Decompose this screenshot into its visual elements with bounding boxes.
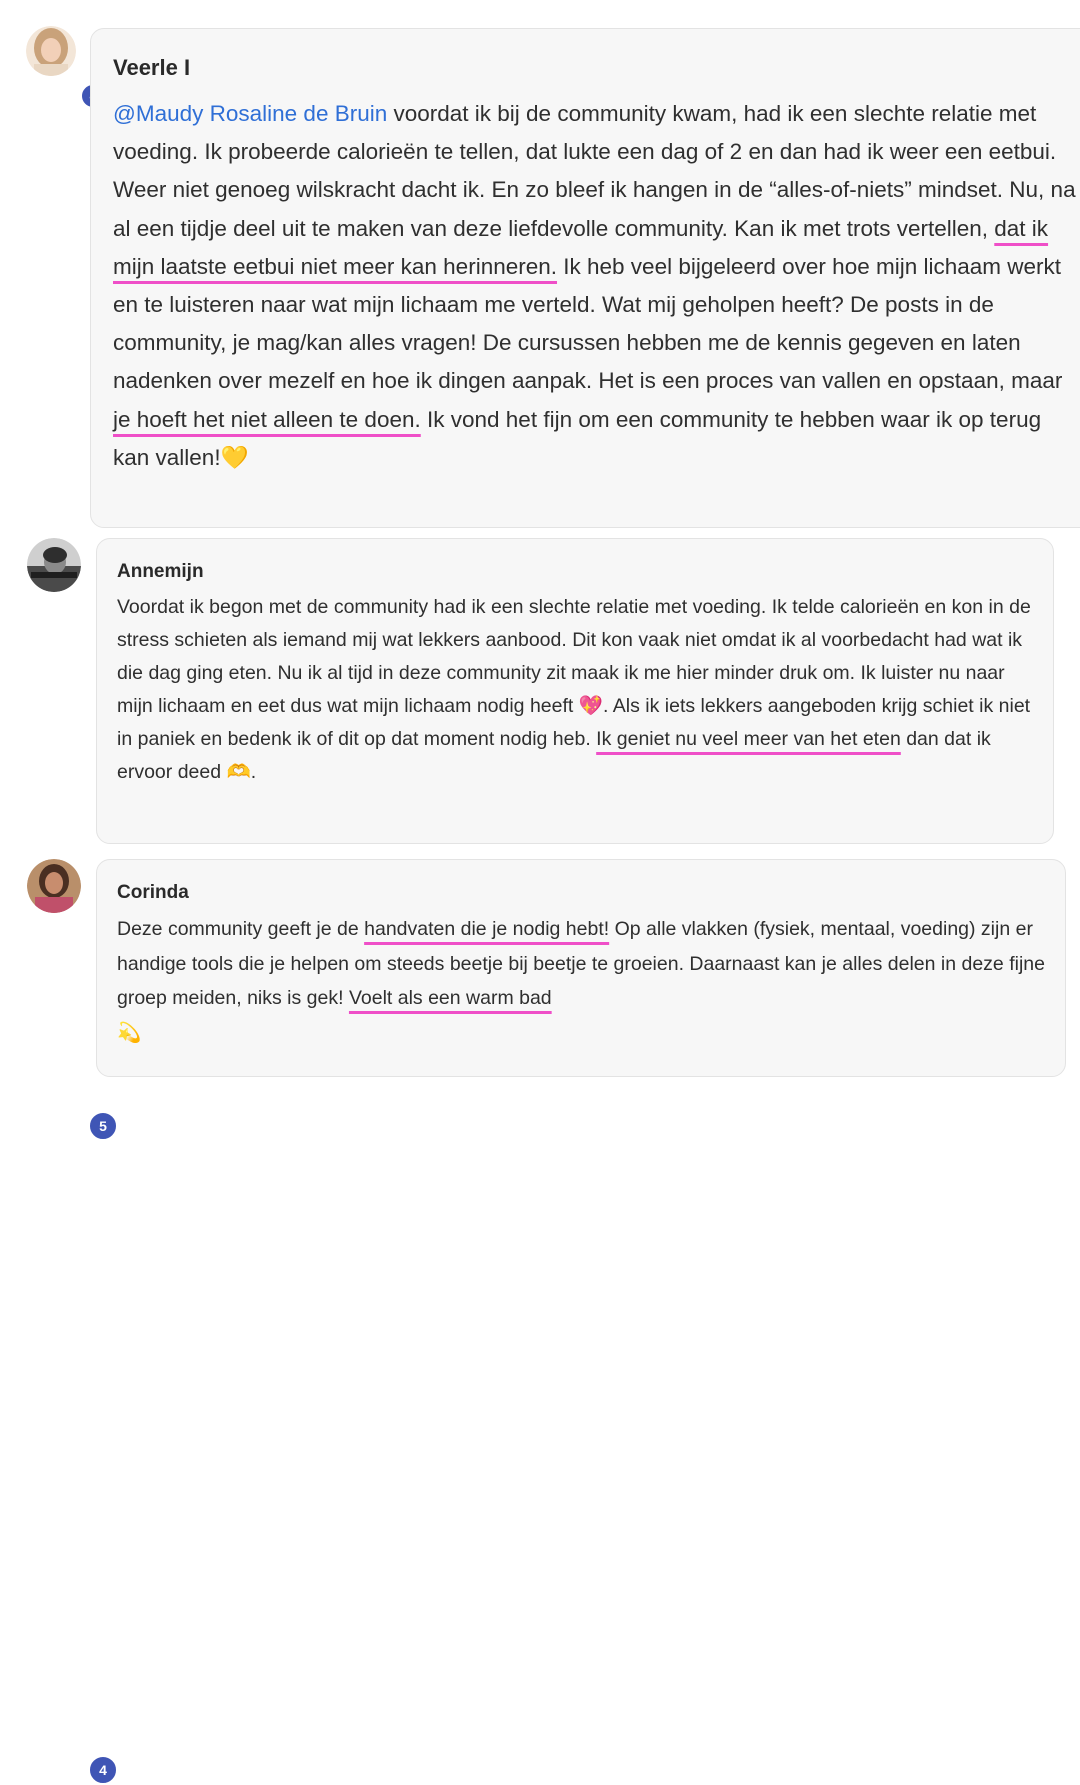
text-segment: . Als ik iets lekkers aangeboden krijg schiet ik niet in paniek en bedenk ik of dit op dat moment nodig heb. [117,694,1031,750]
text-segment: dan dat ik ervoor deed [117,727,991,783]
highlighted-text: Ik geniet nu veel meer van het eten [596,727,901,750]
highlighted-text: je hoeft het niet alleen te doen. [113,406,421,432]
text-segment: Deze community geeft je de [117,918,365,940]
level-badge: 4 [88,1755,118,1785]
text-segment: Ik heb veel bijgeleerd over hoe mijn lichaam werkt en te luisteren naar wat mijn lichaam me verteld. Wat mij geholpen heeft? De posts in de community, je mag/kan alles vragen! De cursussen hebben me de kennis gegeven en laten nadenken over mezelf en hoe ik dingen aanpak. Het is een proces van vallen en opstaan, maar [113,253,1063,394]
avatar-veerle[interactable] [26,26,76,76]
user-photo-icon [27,859,81,913]
avatar-corinda[interactable] [27,859,107,1778]
comment-bubble [96,859,1066,1077]
mention-link[interactable]: @Maudy Rosaline de Bruin [113,101,388,126]
level-badge: 5 [88,1111,118,1141]
text-segment: Voordat ik begon met de community had ik een slechte relatie met voeding. Ik telde calorieën en kon in de stress schieten als iemand mij wat lekkers aanbood. Dit kon vaak niet omdat ik al voorbedacht had wat ik die dag ging eten. Nu ik al tijd in deze community zit maak ik me hier minder druk om. Ik luister nu naar mijn lichaam en eet dus wat mijn lichaam nodig heeft [117,596,1031,717]
text-segment: Op alle vlakken (fysiek, mentaal, voeding) zijn er handige tools die je helpen om steeds beetje bij beetje te groeien. Daarnaast kan je alles delen in deze fijne groep meiden, niks is gek! [117,918,1045,1009]
highlighted-text: handvaten die je nodig hebt! [364,918,610,940]
text-segment: voordat ik bij de community kwam, had ik een slechte relatie met voeding. Ik probeerde calorieën te tellen, dat lukte een dag of 2 en dan had ik weer een eetbui. Weer niet genoeg wilskracht dacht ik. En zo bleef ik hangen in de “alles-of-niets” mindset. Nu, na al een tijdje deel uit te maken van deze liefdevolle community. Kan ik met trots vertellen, [113,101,1076,241]
text-segment: . [250,760,257,783]
comment-bubble [90,28,1080,528]
comment-text [113,95,1079,477]
yellow-heart-icon: 💛 [220,444,249,471]
author-name[interactable]: Annemijn [117,561,204,582]
comment-bubble [96,538,1054,844]
user-photo-icon [27,538,81,592]
author-name[interactable]: Veerle I [113,55,191,80]
avatar-annemijn[interactable] [27,538,107,1134]
highlighted-text: Voelt als een warm bad [348,987,552,1009]
comment-text [117,912,1045,1050]
dizzy-icon: 💫 [117,1020,142,1044]
text-segment: Ik vond het fijn om een community te hebben waar ik op terug kan vallen! [113,406,1042,470]
user-photo-icon [26,26,76,76]
sparkling-heart-icon: 💖 [578,693,604,717]
highlighted-text: dat ik mijn laatste eetbui niet meer kan herinneren. [113,215,1049,279]
author-name[interactable]: Corinda [117,882,189,903]
heart-hands-icon: 🫶 [226,759,251,783]
comment-text [117,591,1033,788]
